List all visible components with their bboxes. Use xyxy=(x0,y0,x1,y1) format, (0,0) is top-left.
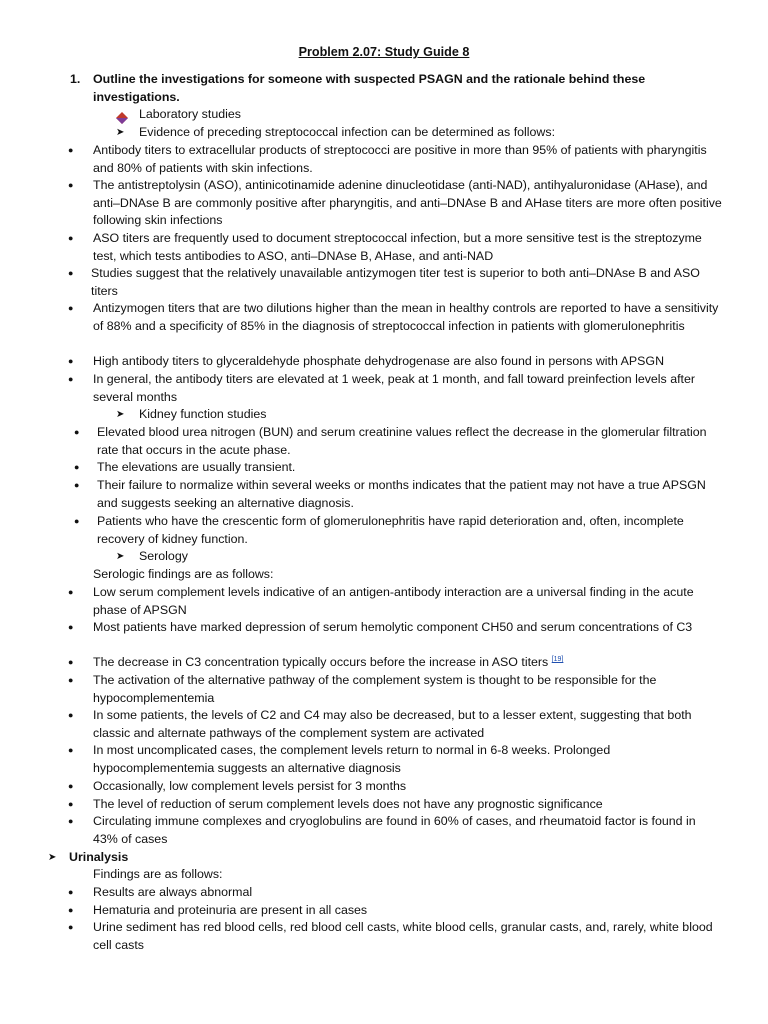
list-item: Their failure to normalize within several weeks or months indicates that the patient may not have a true APSGN and suggests seeking an alternative diagnosis. xyxy=(97,478,706,510)
list-item: ASO titers are frequently used to document streptococcal infection, but a more sensitive test is the streptozyme test, which tests antibodies to ASO, anti–DNAse B, AHase, and anti-NAD xyxy=(93,231,702,263)
bullet-icon: ● xyxy=(68,887,74,897)
arrow-bullet-icon: ➤ xyxy=(116,551,125,562)
bullet-icon: ● xyxy=(68,180,74,190)
list-item: In most uncomplicated cases, the complement levels return to normal in 6-8 weeks. Prolonged hypocomplementemia suggests an alternative diagnosis xyxy=(93,743,611,775)
list-item: Hematuria and proteinuria are present in all cases xyxy=(93,903,368,917)
bullet-icon: ● xyxy=(68,587,74,597)
list-item: Elevated blood urea nitrogen (BUN) and serum creatinine values reflect the decrease in the glomerular filtration rate that occurs in the acute phase. xyxy=(97,425,707,457)
section-heading-urinalysis: Urinalysis xyxy=(69,850,129,864)
arrow-bullet-icon: ➤ xyxy=(116,127,125,138)
list-item: Urine sediment has red blood cells, red blood cell casts, white blood cells, granular casts, and, rarely, white blood cell casts xyxy=(93,920,713,952)
bullet-icon: ● xyxy=(68,922,74,932)
urinalysis-intro: Findings are as follows: xyxy=(93,867,223,881)
list-item: The activation of the alternative pathway of the complement system is thought to be responsible for the hypocomplementemia xyxy=(93,673,657,705)
citation-link[interactable]: [19] xyxy=(551,655,564,663)
bullet-icon: ● xyxy=(68,303,74,313)
list-item: Occasionally, low complement levels persist for 3 months xyxy=(93,779,407,793)
bullet-icon: ● xyxy=(68,799,74,809)
page-title: Problem 2.07: Study Guide 8 xyxy=(298,45,470,59)
section-heading-laboratory: Laboratory studies xyxy=(139,107,241,121)
question-number: 1. xyxy=(70,72,81,86)
bullet-icon: ● xyxy=(68,233,74,243)
list-item: In some patients, the levels of C2 and C4 may also be decreased, but to a lesser extent, suggesting that both classic and alternate pathways of the complement system are activated xyxy=(93,708,692,740)
bullet-icon: ● xyxy=(74,462,80,472)
bullet-icon: ● xyxy=(68,781,74,791)
subheading-streptococcal-evidence: Evidence of preceding streptococcal infection can be determined as follows: xyxy=(139,125,556,139)
bullet-icon: ● xyxy=(68,816,74,826)
bullet-icon: ● xyxy=(74,516,80,526)
arrow-bullet-icon: ➤ xyxy=(48,852,57,863)
bullet-icon: ● xyxy=(68,145,74,155)
list-item: The level of reduction of serum complement levels does not have any prognostic significance xyxy=(93,797,603,811)
list-item: Patients who have the crescentic form of glomerulonephritis have rapid deterioration and, often, incomplete recovery of kidney function. xyxy=(97,514,684,546)
list-item: In general, the antibody titers are elevated at 1 week, peak at 1 month, and fall toward preinfection levels after several months xyxy=(93,372,695,404)
bullet-icon: ● xyxy=(68,622,74,632)
arrow-bullet-icon: ➤ xyxy=(116,409,125,420)
list-item: Results are always abnormal xyxy=(93,885,253,899)
list-item: Circulating immune complexes and cryoglobulins are found in 60% of cases, and rheumatoid factor is found in 43% of cases xyxy=(93,814,696,846)
bullet-icon: ● xyxy=(68,268,74,278)
bullet-icon: ● xyxy=(74,480,80,490)
list-item: The elevations are usually transient. xyxy=(97,460,296,474)
section-heading-serology: Serology xyxy=(139,549,188,563)
question-text: Outline the investigations for someone with suspected PSAGN and the rationale behind these investigations. xyxy=(93,72,646,104)
section-heading-kidney: Kidney function studies xyxy=(139,407,267,421)
list-item-text: The decrease in C3 concentration typically occurs before the increase in ASO titers xyxy=(93,655,549,669)
list-item xyxy=(93,654,723,672)
list-item: Studies suggest that the relatively unavailable antizymogen titer test is superior to both anti–DNAse B and ASO titers xyxy=(91,266,700,298)
bullet-icon: ● xyxy=(68,710,74,720)
list-item: Antizymogen titers that are two dilutions higher than the mean in healthy controls are reported to have a sensitivity of 88% and a specificity of 85% in the diagnosis of streptococcal infection in patients with glomerulonephritis xyxy=(93,301,719,333)
bullet-icon: ● xyxy=(68,675,74,685)
list-item: Most patients have marked depression of serum hemolytic component CH50 and serum concentrations of C3 xyxy=(93,620,693,634)
bullet-icon: ● xyxy=(68,374,74,384)
bullet-icon: ● xyxy=(68,745,74,755)
bullet-icon: ● xyxy=(74,427,80,437)
bullet-icon: ● xyxy=(68,905,74,915)
list-item: Low serum complement levels indicative of an antigen-antibody interaction are a universal finding in the acute phase of APSGN xyxy=(93,585,694,617)
bullet-icon: ● xyxy=(68,657,74,667)
diamond-bullet-icon xyxy=(115,111,129,125)
list-item: Antibody titers to extracellular products of streptococci are positive in more than 95% of patients with pharyngitis and 80% of patients with skin infections. xyxy=(93,143,707,175)
serology-intro: Serologic findings are as follows: xyxy=(93,567,274,581)
bullet-icon: ● xyxy=(68,356,74,366)
list-item: The antistreptolysin (ASO), antinicotinamide adenine dinucleotidase (anti-NAD), antihyaluronidase (AHase), and anti–DNAse B are commonly positive after pharyngitis, and anti–DNAse B and AHase titers are more often positive following skin infections xyxy=(93,178,722,228)
list-item: High antibody titers to glyceraldehyde phosphate dehydrogenase are also found in persons with APSGN xyxy=(93,354,665,368)
